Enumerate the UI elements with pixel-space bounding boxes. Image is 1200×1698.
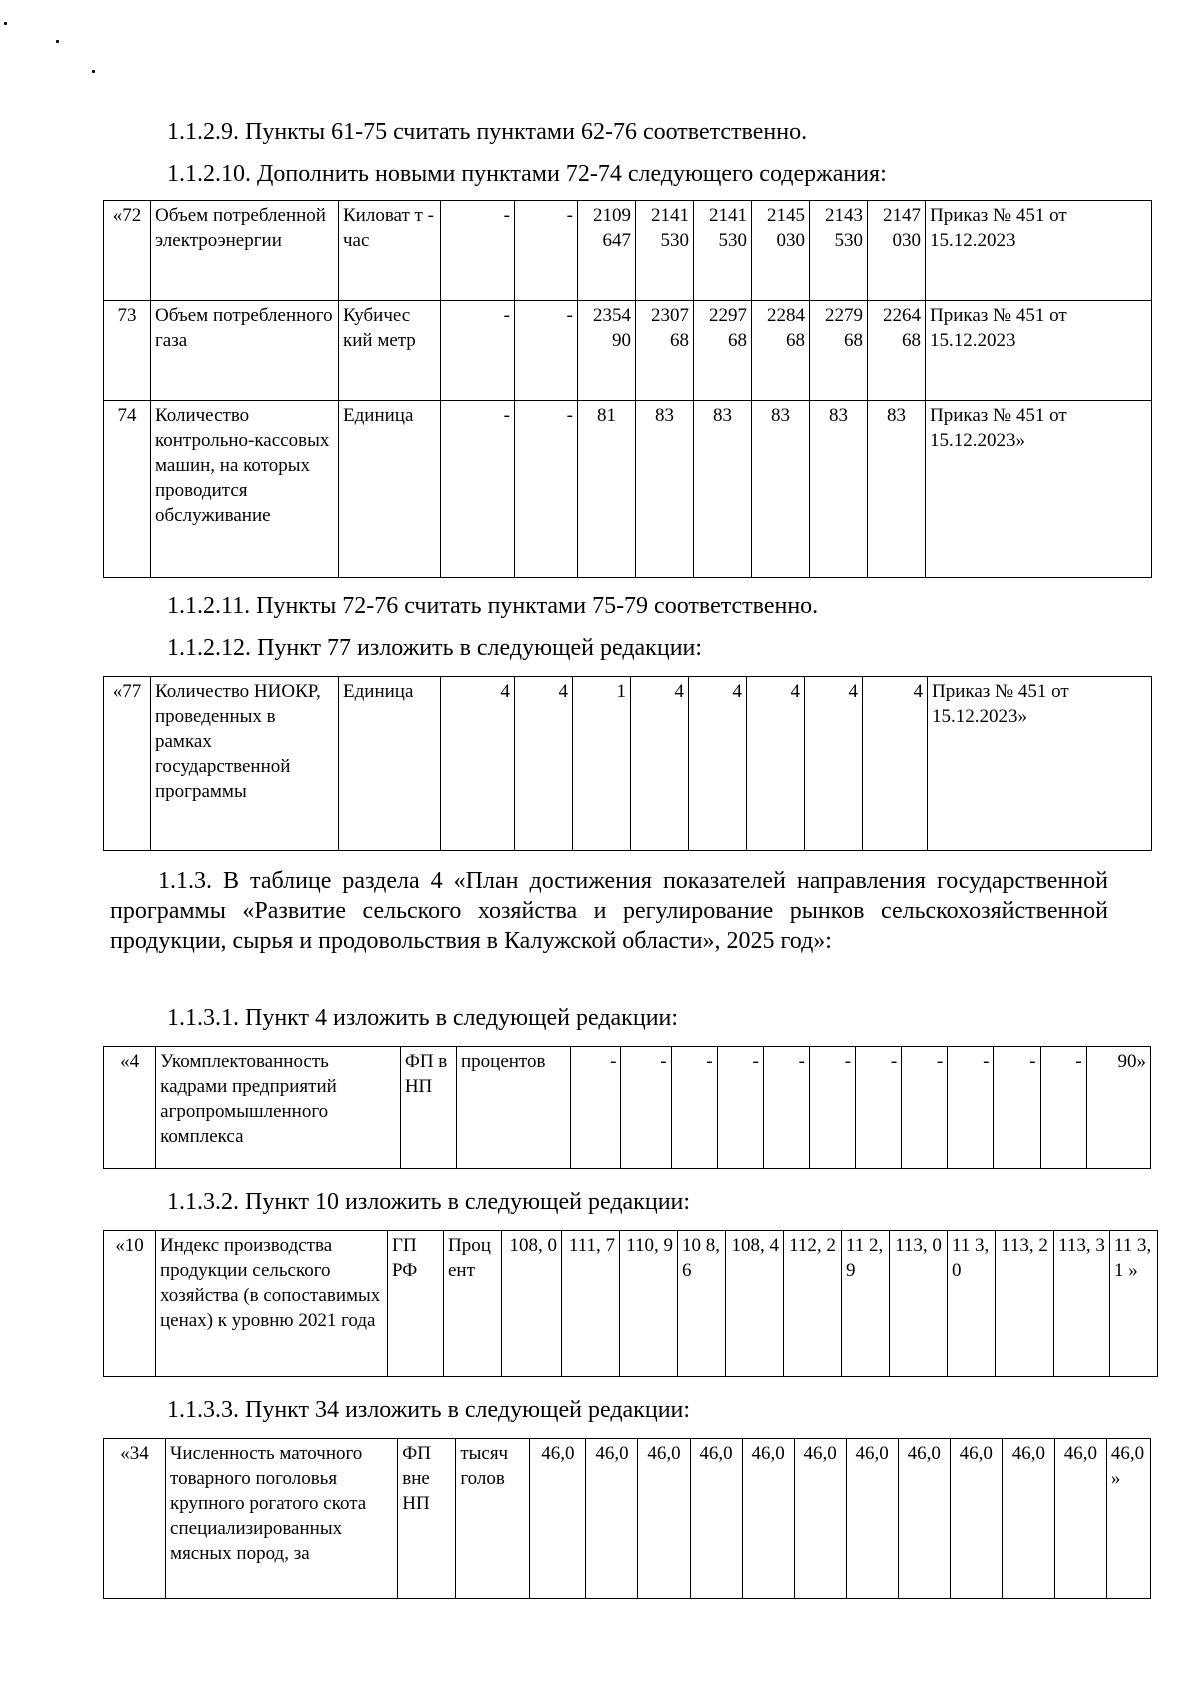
value-cell: 111, 7 <box>562 1231 620 1377</box>
value-cell: - <box>717 1047 763 1169</box>
value-cell: 11 3,0 <box>948 1231 996 1377</box>
row-number: «72 <box>104 201 151 301</box>
value-cell: 113, 0 <box>890 1231 948 1377</box>
value-cell: 108, 4 <box>726 1231 784 1377</box>
table-row <box>104 301 1152 401</box>
value-cell: 46,0 <box>1054 1439 1106 1599</box>
value-cell: 4 <box>689 677 747 851</box>
indicator-name: Укомплектованность кадрами предприятий агропромышленного комплекса <box>156 1047 401 1169</box>
base-value: - <box>515 301 578 401</box>
value-cell: 83 <box>694 401 752 578</box>
value-cell: 83 <box>868 401 926 578</box>
value-cell: 113, 3 <box>1054 1231 1110 1377</box>
row-number: «4 <box>104 1047 156 1169</box>
table-item-77 <box>103 676 1152 851</box>
row-number: «34 <box>104 1439 166 1599</box>
value-cell: 2297 68 <box>694 301 752 401</box>
value-cell: 46,0 <box>742 1439 794 1599</box>
value-cell: 4 <box>441 677 515 851</box>
value-cell: 81 <box>578 401 636 578</box>
value-cell: 2354 90 <box>578 301 636 401</box>
value-cell: 4 <box>631 677 689 851</box>
value-cell: - <box>1040 1047 1086 1169</box>
value-cell: - <box>902 1047 948 1169</box>
value-cell: - <box>856 1047 902 1169</box>
value-cell: 11 2,9 <box>842 1231 890 1377</box>
value-cell: 46,0 <box>690 1439 742 1599</box>
table-row <box>104 1439 1151 1599</box>
value-cell: - <box>763 1047 809 1169</box>
value-cell: 10 8,6 <box>678 1231 726 1377</box>
paragraph-1-1-3-1: 1.1.3.1. Пункт 4 изложить в следующей редакции: <box>167 1005 679 1031</box>
value-cell: - <box>994 1047 1040 1169</box>
value-cell: - <box>948 1047 994 1169</box>
scan-speck <box>56 40 59 43</box>
paragraph-1-1-2-12: 1.1.2.12. Пункт 77 изложить в следующей редакции: <box>167 635 703 661</box>
value-cell: 83 <box>810 401 868 578</box>
base-value: - <box>441 201 515 301</box>
paragraph-1-1-3: 1.1.3. В таблице раздела 4 «План достижения показателей направления государственной программы «Развитие сельского хозяйства и регулирование рынков сельскохозяйственной продукции, сырья и продовольствия в Калужской области», 2025 год»: <box>110 868 1108 954</box>
document-ref: Приказ № 451 от 15.12.2023» <box>926 401 1152 578</box>
value-cell: 11 3,1 » <box>1110 1231 1158 1377</box>
value-cell: 46,0 » <box>1106 1439 1150 1599</box>
value-cell: 112, 2 <box>784 1231 842 1377</box>
table-items-72-74 <box>103 200 1152 578</box>
level: ФП в НП <box>400 1047 456 1169</box>
table-item-34 <box>103 1438 1151 1599</box>
table-row <box>104 1231 1158 1377</box>
value-cell: 90» <box>1086 1047 1150 1169</box>
value-cell: 46,0 <box>898 1439 950 1599</box>
row-number: 74 <box>104 401 151 578</box>
value-cell: 46,0 <box>586 1439 638 1599</box>
value-cell: 2264 68 <box>868 301 926 401</box>
value-cell: 2279 68 <box>810 301 868 401</box>
scan-speck <box>4 22 7 25</box>
value-cell: 4 <box>747 677 805 851</box>
value-cell: 2109 647 <box>578 201 636 301</box>
table-item-4 <box>103 1046 1151 1169</box>
value-cell: 83 <box>752 401 810 578</box>
value-cell: 2147 030 <box>868 201 926 301</box>
value-cell: 46,0 <box>530 1439 586 1599</box>
unit: тысяч голов <box>456 1439 530 1599</box>
indicator-name: Объем потребленного газа <box>151 301 339 401</box>
value-cell: 46,0 <box>950 1439 1002 1599</box>
level: ФП вне НП <box>398 1439 456 1599</box>
indicator-name: Количество НИОКР, проведенных в рамках государственной программы <box>151 677 339 851</box>
base-value: - <box>515 401 578 578</box>
unit: Кубичес кий метр <box>339 301 441 401</box>
document-ref: Приказ № 451 от 15.12.2023 <box>926 201 1152 301</box>
document-ref: Приказ № 451 от 15.12.2023 <box>926 301 1152 401</box>
row-number: «77 <box>104 677 151 851</box>
table-item-10 <box>103 1230 1158 1377</box>
base-value: - <box>441 301 515 401</box>
row-number: 73 <box>104 301 151 401</box>
scan-speck <box>92 70 95 73</box>
value-cell: 46,0 <box>794 1439 846 1599</box>
paragraph-1-1-2-10: 1.1.2.10. Дополнить новыми пунктами 72-74 следующего содержания: <box>167 161 887 187</box>
base-value: - <box>515 201 578 301</box>
paragraph-1-1-2-11: 1.1.2.11. Пункты 72-76 считать пунктами 75-79 соответственно. <box>167 593 819 619</box>
unit: Киловат т - час <box>339 201 441 301</box>
table-row <box>104 677 1152 851</box>
value-cell: - <box>571 1047 621 1169</box>
value-cell: 2141 530 <box>636 201 694 301</box>
paragraph-1-1-3-2: 1.1.3.2. Пункт 10 изложить в следующей редакции: <box>167 1189 691 1215</box>
value-cell: 1 <box>573 677 631 851</box>
table-row <box>104 1047 1151 1169</box>
table-row <box>104 201 1152 301</box>
value-cell: - <box>671 1047 717 1169</box>
value-cell: 46,0 <box>1002 1439 1054 1599</box>
value-cell: 2284 68 <box>752 301 810 401</box>
value-cell: 2307 68 <box>636 301 694 401</box>
value-cell: 83 <box>636 401 694 578</box>
value-cell: 4 <box>805 677 863 851</box>
document-ref: Приказ № 451 от 15.12.2023» <box>928 677 1152 851</box>
indicator-name: Индекс производства продукции сельского хозяйства (в сопоставимых ценах) к уровню 2021 года <box>156 1231 388 1377</box>
base-value: - <box>441 401 515 578</box>
value-cell: 2143 530 <box>810 201 868 301</box>
value-cell: 4 <box>515 677 573 851</box>
value-cell: 110, 9 <box>620 1231 678 1377</box>
value-cell: 108, 0 <box>502 1231 562 1377</box>
unit: процентов <box>456 1047 570 1169</box>
paragraph-1-1-3-3: 1.1.3.3. Пункт 34 изложить в следующей редакции: <box>167 1397 691 1423</box>
value-cell: 46,0 <box>846 1439 898 1599</box>
indicator-name: Количество контрольно-кассовых машин, на которых проводится обслуживание <box>151 401 339 578</box>
value-cell: 46,0 <box>638 1439 690 1599</box>
paragraph-1-1-2-9: 1.1.2.9. Пункты 61-75 считать пунктами 62-76 соответственно. <box>167 119 808 145</box>
level: ГП РФ <box>388 1231 444 1377</box>
unit: Единица <box>339 677 441 851</box>
value-cell: 4 <box>863 677 928 851</box>
unit: Проц ент <box>444 1231 502 1377</box>
value-cell: - <box>809 1047 855 1169</box>
value-cell: 2141 530 <box>694 201 752 301</box>
value-cell: 2145 030 <box>752 201 810 301</box>
unit: Единица <box>339 401 441 578</box>
row-number: «10 <box>104 1231 156 1377</box>
value-cell: 113, 2 <box>996 1231 1054 1377</box>
indicator-name: Объем потребленной электроэнергии <box>151 201 339 301</box>
indicator-name: Численность маточного товарного поголовья крупного рогатого скота специализированных мясных пород, за <box>166 1439 398 1599</box>
table-row <box>104 401 1152 578</box>
value-cell: - <box>621 1047 671 1169</box>
